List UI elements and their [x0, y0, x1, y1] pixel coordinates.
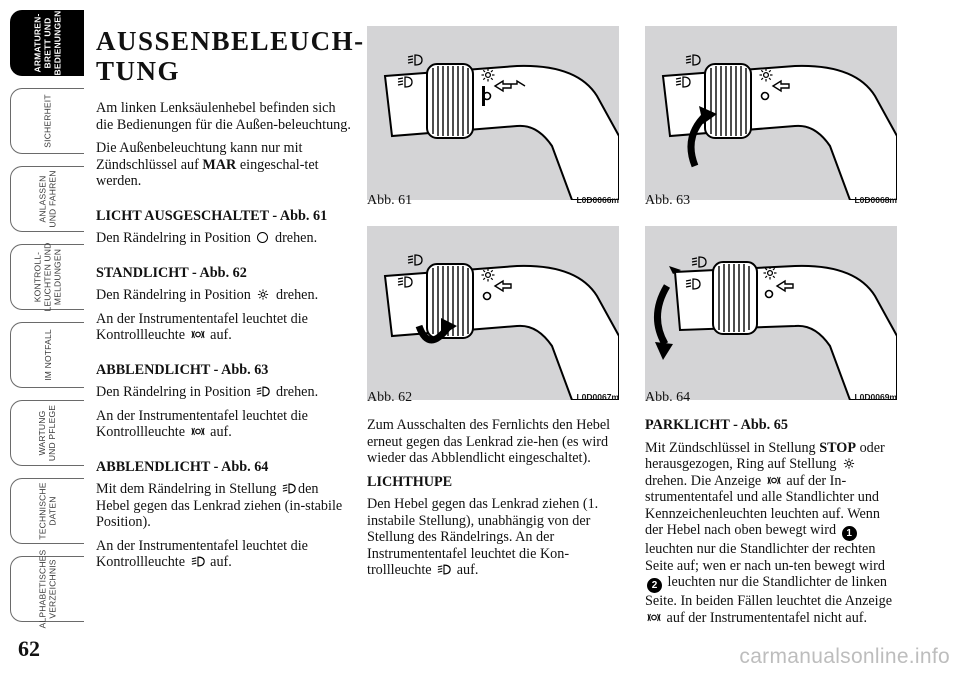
left-column — [96, 26, 365, 578]
light-stalk-illustration — [367, 26, 619, 200]
figure-abb-63 — [645, 26, 897, 200]
tab-anlassen[interactable] — [10, 166, 84, 232]
section-title-off: LICHT AUSGESCHALTET - Abb. 61 — [96, 207, 328, 224]
low-beam-icon — [191, 556, 205, 567]
tab-verzeichnis[interactable] — [10, 549, 84, 629]
middle-column — [367, 417, 619, 586]
parking-lamp-icon — [191, 426, 205, 437]
section-text-abblend-64: Mit dem Rändelring in Stellung den Hebel gegen das Lenkrad ziehen (in-stabile Position). — [96, 481, 343, 530]
section-text-abblend-64-lamp: An der Instrumententafel leuchtet die Kontrollleuchte auf. — [96, 537, 308, 570]
page-number: 62 — [18, 636, 40, 661]
tab-label: ARMATUREN- BRETT UND BEDIENUNGEN — [32, 10, 63, 76]
figure-abb-62 — [367, 226, 619, 400]
tab-label: KONTROLL- LEUCHTEN UND MELDUNGEN — [32, 242, 63, 312]
tab-label: ANLASSEN UND FAHREN — [37, 170, 58, 228]
parking-lamp-icon — [191, 329, 205, 340]
low-beam-icon — [437, 564, 451, 575]
section-text-off: Den Rändelring in Position drehen. — [96, 230, 318, 246]
low-beam-icon — [256, 386, 270, 397]
chapter-sidebar — [0, 0, 84, 630]
lichthupe-paragraph: Den Hebel gegen das Lenkrad ziehen (1. instabile Stellung), unabhängig von der Stellung des Rändelrings. An der Instrumententafel leuchtet die Kon-trollleuchte auf. — [367, 496, 599, 578]
tab-label: IM NOTFALL — [42, 329, 53, 381]
caption-abb-62: Abb. 62 L0D0067m — [367, 390, 619, 405]
section-title-abblend-63: ABBLENDLICHT - Abb. 63 — [96, 361, 269, 378]
high-beam-off-paragraph: Zum Ausschalten des Fernlichts den Hebel erneut gegen das Lenkrad zie-hen (es wird wieder das Abblendlicht eingeschaltet). — [367, 417, 611, 466]
tab-label: ALPHABETISCHES VERZEICHNIS — [37, 549, 58, 629]
sun-icon — [842, 458, 856, 469]
number-badge-2: 2 — [647, 578, 662, 593]
section-title-standlicht: STANDLICHT - Abb. 62 — [96, 264, 247, 281]
section-title-lichthupe: LICHTHUPE — [367, 473, 453, 490]
section-text-abblend-63-lamp: An der Instrumententafel leuchtet die Kontrollleuchte auf. — [96, 407, 308, 440]
section-text-abblend-63: Den Rändelring in Position drehen. — [96, 384, 319, 400]
figure-abb-64 — [645, 226, 897, 400]
figure-abb-61 — [367, 26, 619, 200]
tab-armaturenbrett[interactable] — [10, 10, 84, 76]
number-badge-1: 1 — [842, 526, 857, 541]
tab-notfall[interactable] — [10, 322, 84, 388]
caption-abb-63: Abb. 63 L0D0068m — [645, 193, 897, 208]
section-text-standlicht-lamp: An der Instrumententafel leuchtet die Kontrollleuchte auf. — [96, 310, 308, 343]
parklicht-paragraph: Mit Zündschlüssel in Stellung STOP oder herausgezogen, Ring auf Stellung drehen. Die Anzeige auf der In-strumententafel und alle Standlichter und Kennzeichenleuchten leuchten auf. Wenn der Hebel nach oben bewegt wird 1 leuchten nur die Standlichter der rechten Seite auf; wen er nach un-ten bewegt wird 2 leuchten nur die Standlichter de linken Seite. In beiden Fällen leuchtet die Anzeige auf der Instrumententafel nicht auf. — [645, 439, 893, 626]
tab-sicherheit[interactable] — [10, 88, 84, 154]
tab-wartung[interactable] — [10, 400, 84, 466]
right-column — [645, 417, 897, 633]
ignition-paragraph: Die Außenbeleuchtung kann nur mit Zündschlüssel auf MAR eingeschal-tet werden. — [96, 140, 319, 189]
intro-paragraph: Am linken Lenksäulenhebel befinden sich die Bedienungen für die Außen-beleuchtung. — [96, 100, 351, 133]
tab-technische-daten[interactable] — [10, 478, 84, 544]
light-stalk-illustration — [645, 226, 897, 400]
parking-lamp-icon — [647, 612, 661, 623]
light-stalk-illustration — [645, 26, 897, 200]
parking-lamp-icon — [767, 475, 781, 486]
tab-label: SICHERHEIT — [42, 94, 53, 148]
section-title-parklicht: PARKLICHT - Abb. 65 — [645, 417, 788, 433]
caption-abb-61: Abb. 61 L0D0066m — [367, 193, 619, 208]
section-title-abblend-64: ABBLENDLICHT - Abb. 64 — [96, 458, 269, 475]
light-stalk-illustration — [367, 226, 619, 400]
caption-abb-64: Abb. 64 L0D0069m — [645, 390, 897, 405]
watermark: carmanualsonline.info — [739, 645, 950, 668]
tab-kontrollleuchten[interactable] — [10, 244, 84, 310]
section-text-standlicht: Den Rändelring in Position drehen. — [96, 287, 319, 303]
off-position-icon — [257, 232, 268, 243]
tab-label: TECHNISCHE DATEN — [37, 482, 58, 540]
low-beam-icon — [282, 483, 296, 494]
sun-icon — [256, 289, 270, 300]
tab-label: WARTUNG UND PFLEGE — [37, 404, 58, 462]
page-title: AUSSENBELEUCH- TUNG — [96, 26, 365, 86]
